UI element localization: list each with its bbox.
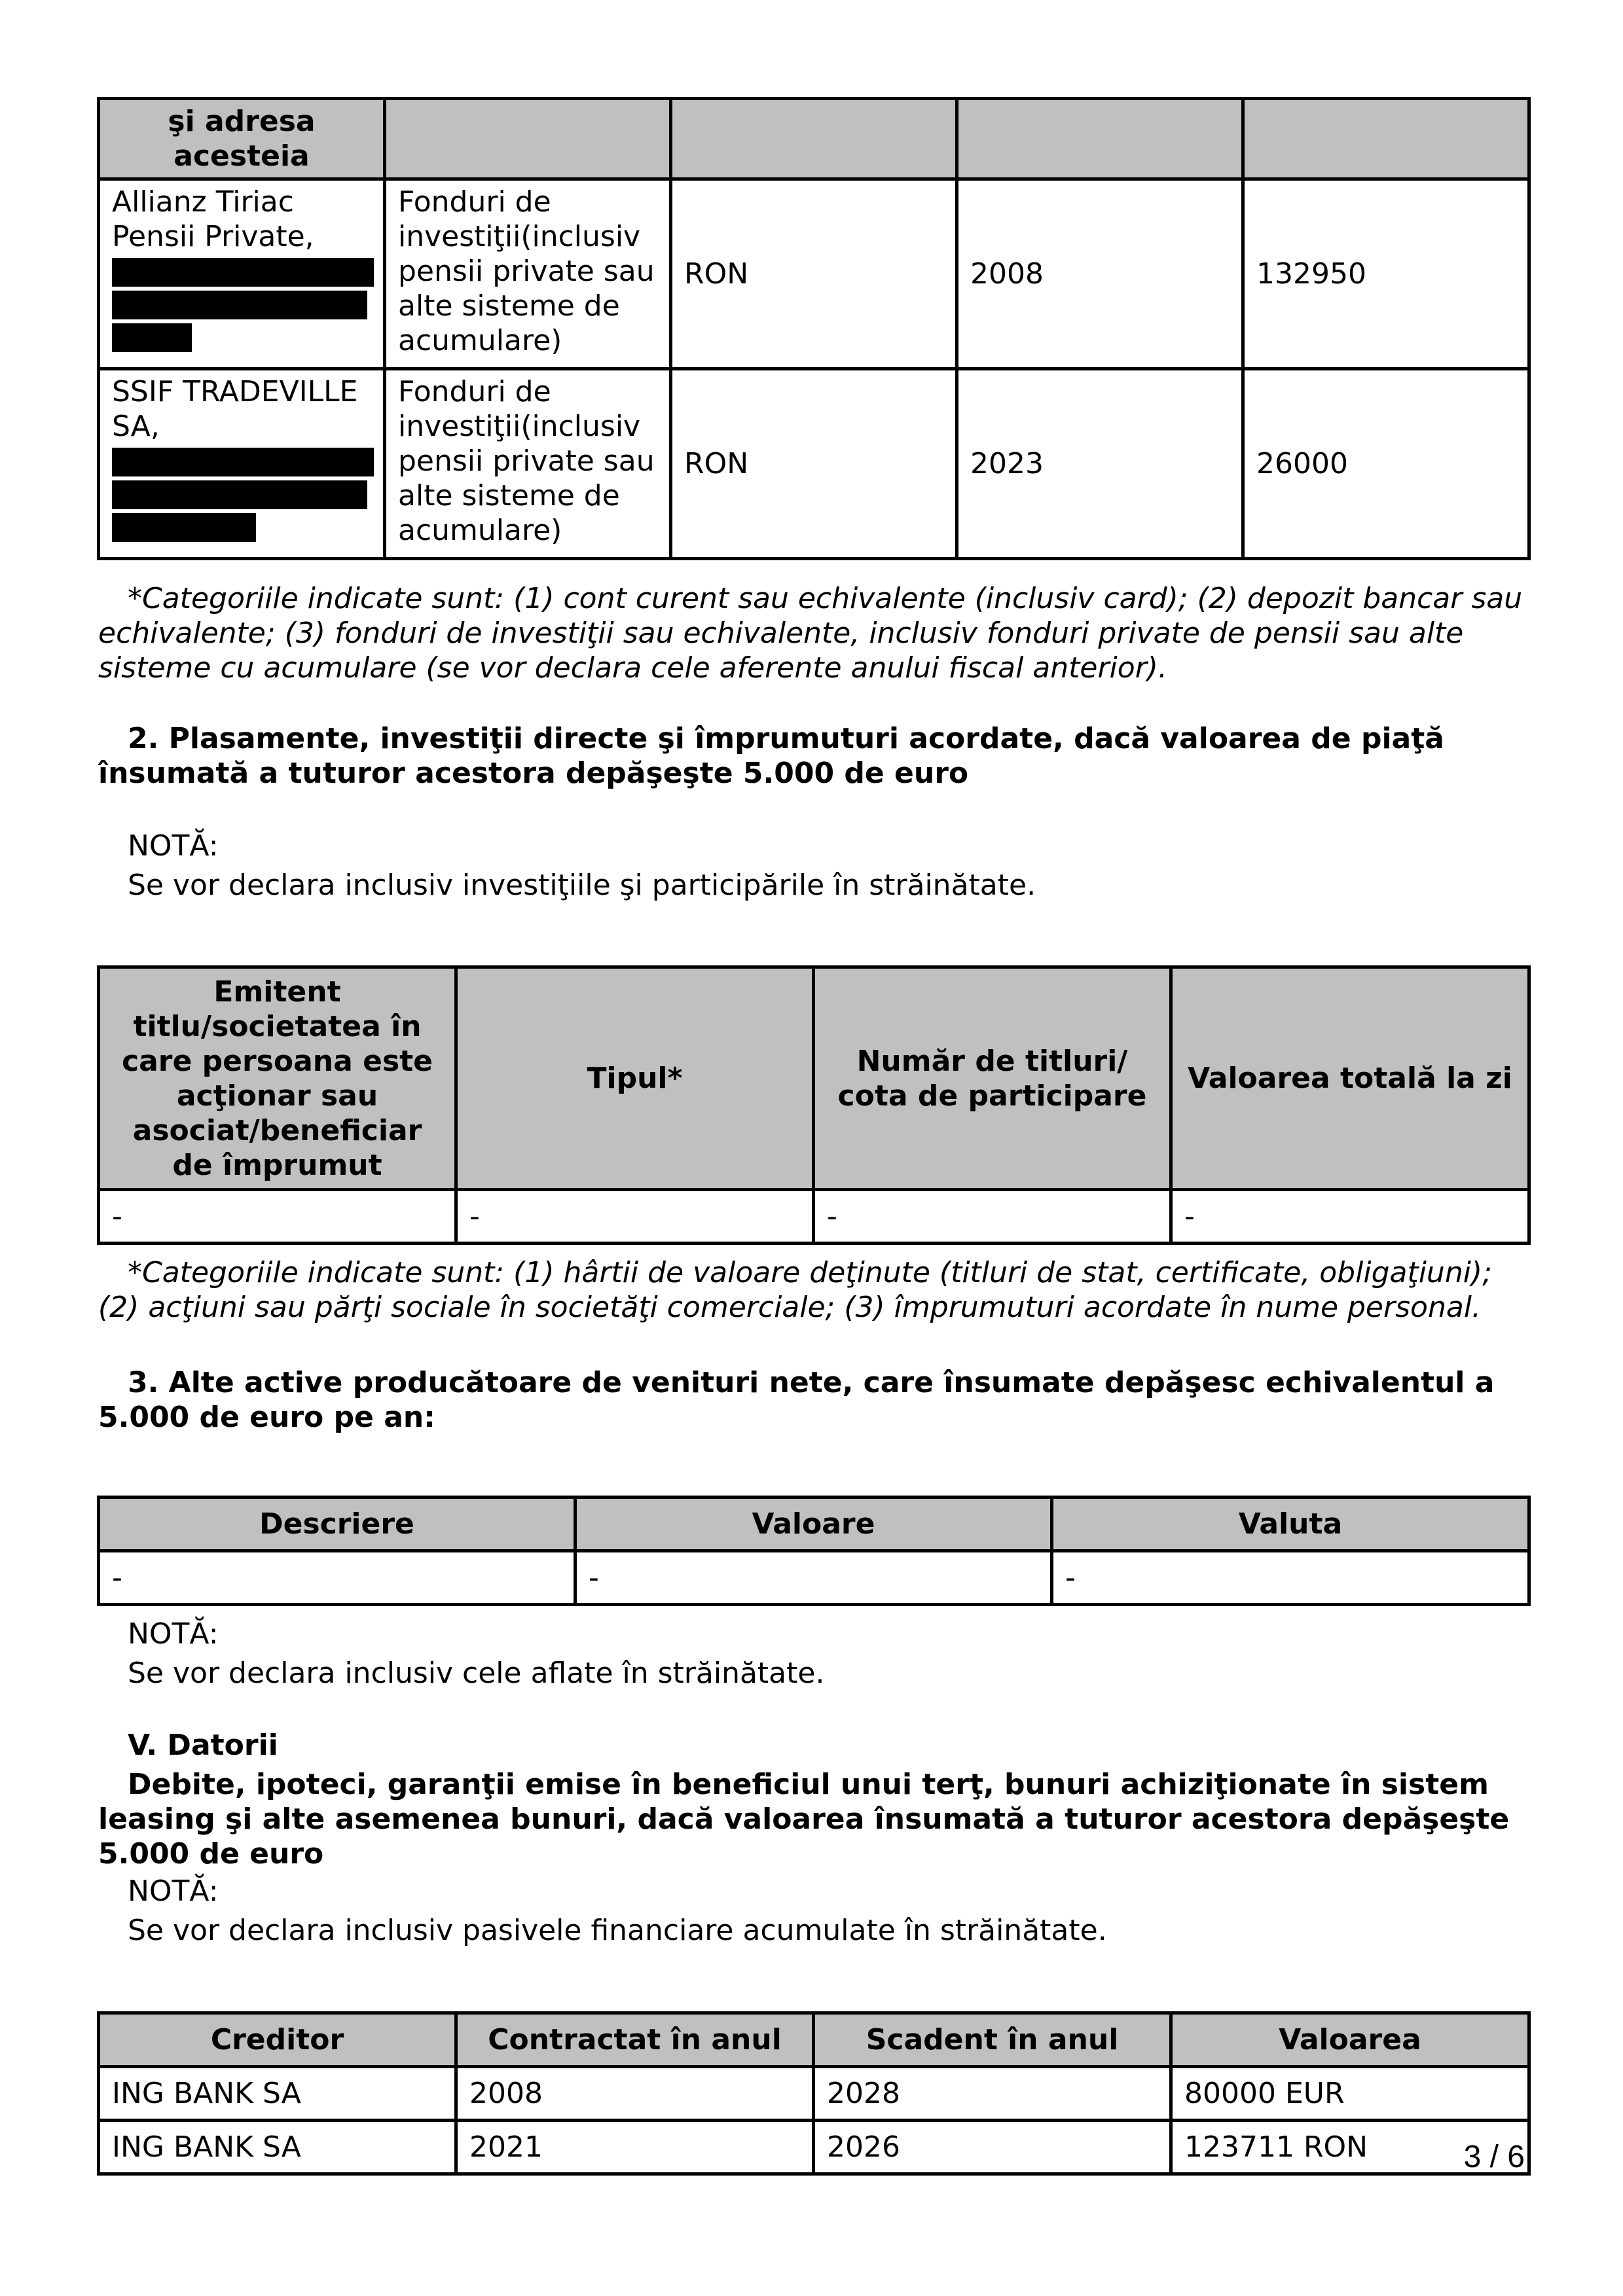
amount-cell: 123711 RON (1171, 2121, 1529, 2174)
value-cell: 132950 (1243, 179, 1529, 369)
institution-cell (99, 369, 385, 559)
footnote-categories: *Categoriile indicate sunt: (1) hârtii de valoare deţinute (titluri de stat, certificate, obligaţiuni); (2) acţiuni sau părţi sociale în societăţi comerciale; (3) împrumuturi acordate în nume personal. (98, 1256, 1492, 1324)
note-text: Se vor declara inclusiv cele aflate în străinătate. (128, 1657, 825, 1690)
accounts-table (97, 97, 1531, 560)
institution-name: SSIF TRADEVILLE SA, (112, 375, 358, 443)
table-cell: - (456, 1190, 814, 1244)
column-header (1243, 99, 1529, 179)
currency-cell: RON (671, 369, 957, 559)
table-header-row (99, 967, 1529, 1190)
redacted-block (112, 258, 374, 287)
redacted-block (112, 291, 367, 319)
table-cell: - (1171, 1190, 1529, 1244)
column-header: Număr de titluri/ cota de participare (814, 967, 1171, 1190)
section-heading: 3. Alte active producătoare de venituri nete, care însumate depăşesc echivalentul a 5.000 de euro pe an: (98, 1366, 1495, 1434)
category-cell: Fonduri de investiţii(inclusiv pensii private sau alte sisteme de acumulare) (385, 369, 671, 559)
year-cell: 2023 (957, 369, 1243, 559)
institution-name: Allianz Tiriac Pensii Private, (112, 185, 314, 253)
section-heading: 2. Plasamente, investiţii directe şi împrumuturi acordate, dacă valoarea de piaţă însumată a tuturor acestora depăşeşte 5.000 de euro (98, 722, 1444, 790)
table-header-row (99, 2013, 1529, 2067)
note-text: Se vor declara inclusiv pasivele financiare acumulate în străinătate. (128, 1914, 1107, 1947)
table-cell: - (1052, 1551, 1529, 1605)
column-header: şi adresa acesteia (99, 99, 385, 179)
creditor-cell: ING BANK SA (99, 2121, 456, 2174)
table-cell: - (99, 1551, 575, 1605)
redacted-block (112, 513, 256, 542)
note-text: Se vor declara inclusiv investiţiile şi participările în străinătate. (128, 869, 1036, 902)
column-header: Scadent în anul (814, 2013, 1171, 2067)
table-row (99, 2067, 1529, 2121)
column-header: Creditor (99, 2013, 456, 2067)
table-row (99, 369, 1529, 559)
column-header: Emitent titlu/societatea în care persoana este acţionar sau asociat/beneficiar de împrumut (99, 967, 456, 1190)
due-year-cell: 2028 (814, 2067, 1171, 2121)
redacted-block (112, 323, 192, 352)
column-header (385, 99, 671, 179)
investments-table (97, 965, 1531, 1245)
footnote-categories: *Categoriile indicate sunt: (1) cont curent sau echivalente (inclusiv card); (2) depozit bancar sau echivalente; (3) fonduri de investiţii sau echivalente, inclusiv fonduri private de pensii sau alte sisteme cu acumulare (se vor declara cele aferente anului fiscal anterior). (98, 582, 1523, 685)
table-row (99, 179, 1529, 369)
column-header: Contractat în anul (456, 2013, 814, 2067)
institution-cell (99, 179, 385, 369)
table-header-row (99, 1498, 1529, 1551)
category-cell: Fonduri de investiţii(inclusiv pensii private sau alte sisteme de acumulare) (385, 179, 671, 369)
redacted-block (112, 448, 374, 476)
due-year-cell: 2026 (814, 2121, 1171, 2174)
table-row (99, 1551, 1529, 1605)
note-label: NOTĂ: (128, 1617, 219, 1651)
section-title: V. Datorii (128, 1729, 278, 1762)
column-header (671, 99, 957, 179)
creditor-cell: ING BANK SA (99, 2067, 456, 2121)
table-row (99, 1190, 1529, 1244)
contracted-year-cell: 2008 (456, 2067, 814, 2121)
note-label: NOTĂ: (128, 829, 219, 863)
page-number: 3 / 6 (1463, 2140, 1525, 2174)
column-header: Valoare (575, 1498, 1052, 1551)
column-header (957, 99, 1243, 179)
column-header: Valuta (1052, 1498, 1529, 1551)
value-cell: 26000 (1243, 369, 1529, 559)
amount-cell: 80000 EUR (1171, 2067, 1529, 2121)
table-header-row (99, 99, 1529, 179)
year-cell: 2008 (957, 179, 1243, 369)
other-assets-table (97, 1496, 1531, 1606)
note-label: NOTĂ: (128, 1874, 219, 1908)
redacted-block (112, 480, 367, 509)
table-cell: - (575, 1551, 1052, 1605)
column-header: Descriere (99, 1498, 575, 1551)
column-header: Tipul* (456, 967, 814, 1190)
table-row (99, 2121, 1529, 2174)
contracted-year-cell: 2021 (456, 2121, 814, 2174)
currency-cell: RON (671, 179, 957, 369)
column-header: Valoarea totală la zi (1171, 967, 1529, 1190)
section-heading: Debite, ipoteci, garanţii emise în beneficiul unui terţ, bunuri achiziţionate în sistem leasing şi alte asemenea bunuri, dacă valoarea însumată a tuturor acestora depăşeşte 5.000 de euro (98, 1768, 1510, 1871)
column-header: Valoarea (1171, 2013, 1529, 2067)
table-cell: - (99, 1190, 456, 1244)
table-cell: - (814, 1190, 1171, 1244)
debts-table (97, 2011, 1531, 2176)
